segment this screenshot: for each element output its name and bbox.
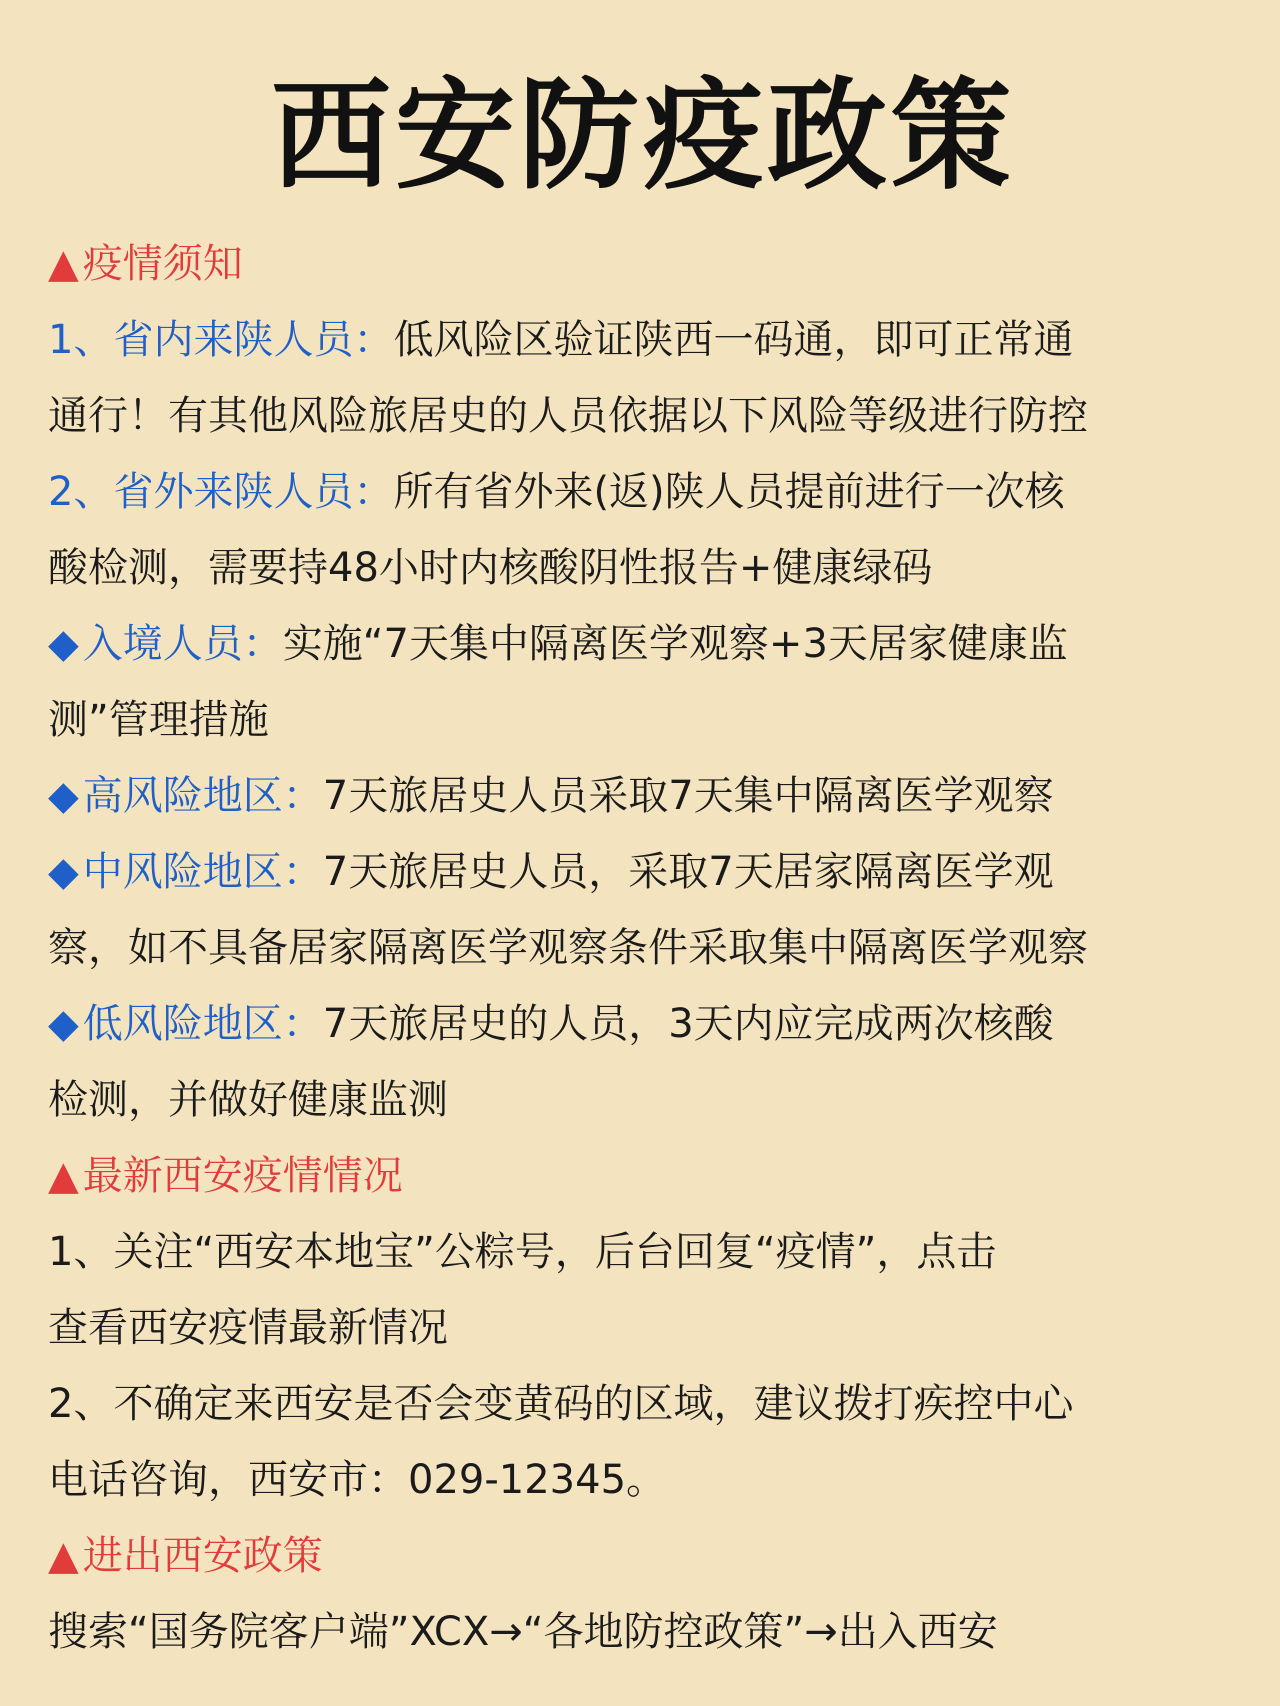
- list-item-in-province: [48, 302, 1238, 378]
- section-heading-text: 疫情须知: [82, 241, 243, 287]
- item-label: 2、省外来陕人员：: [48, 469, 394, 515]
- item-text: 所有省外来(返)陕人员提前进行一次核: [393, 469, 1065, 515]
- item-text: 酸检测，需要持48小时内核酸阴性报告+健康绿码: [48, 545, 933, 591]
- item-text: 7天旅居史人员，采取7天居家隔离医学观: [322, 849, 1054, 895]
- list-item-high-risk: [48, 758, 1238, 834]
- list-item-follow-account: [48, 1214, 1238, 1290]
- item-text: 低风险区验证陕西一码通，即可正常通: [393, 317, 1074, 363]
- section-heading-policy: [48, 1518, 1238, 1594]
- diamond-icon: ◆: [48, 1001, 79, 1047]
- section-heading-text: 进出西安政策: [82, 1533, 323, 1579]
- item-text: 实施“7天集中隔离医学观察+3天居家健康监: [282, 621, 1068, 667]
- item-text: 电话咨询，西安市：029-12345。: [48, 1457, 667, 1503]
- item-label: 高风险地区：: [82, 773, 323, 819]
- list-item-inbound: [48, 606, 1238, 682]
- item-text: 测”管理措施: [48, 697, 269, 743]
- item-text: 2、不确定来西安是否会变黄码的区域，建议拨打疾控中心: [48, 1381, 1074, 1427]
- list-item-continuation: [48, 1290, 1238, 1366]
- section-heading-notice: [48, 226, 1238, 302]
- list-item-continuation: [48, 1442, 1238, 1518]
- item-text: 7天旅居史的人员，3天内应完成两次核酸: [322, 1001, 1054, 1047]
- list-item-hotline: [48, 1366, 1238, 1442]
- item-text: 通行！有其他风险旅居史的人员依据以下风险等级进行防控: [48, 393, 1088, 439]
- item-label: 1、省内来陕人员：: [48, 317, 394, 363]
- list-item-continuation: [48, 682, 1238, 758]
- item-text: 检测，并做好健康监测: [48, 1077, 448, 1123]
- list-item-continuation: [48, 378, 1238, 454]
- list-item-medium-risk: [48, 834, 1238, 910]
- diamond-icon: ◆: [48, 773, 79, 819]
- list-item-continuation: [48, 530, 1238, 606]
- triangle-icon: ▲: [48, 1153, 79, 1199]
- list-item-low-risk: [48, 986, 1238, 1062]
- item-text: 察，如不具备居家隔离医学观察条件采取集中隔离医学观察: [48, 925, 1088, 971]
- page-title: 西安防疫政策: [271, 67, 1015, 206]
- list-item-search-path: [48, 1594, 1238, 1670]
- triangle-icon: ▲: [48, 241, 79, 287]
- item-label: 中风险地区：: [82, 849, 323, 895]
- document-content: [48, 226, 1238, 1670]
- list-item-continuation: [48, 910, 1238, 986]
- section-heading-latest: [48, 1138, 1238, 1214]
- item-text: 1、关注“西安本地宝”公粽号，后台回复“疫情”，点击: [48, 1229, 997, 1275]
- item-text: 搜索“国务院客户端”XCX→“各地防控政策”→出入西安: [48, 1609, 998, 1655]
- diamond-icon: ◆: [48, 849, 79, 895]
- list-item-out-province: [48, 454, 1238, 530]
- item-label: 低风险地区：: [82, 1001, 323, 1047]
- diamond-icon: ◆: [48, 621, 79, 667]
- triangle-icon: ▲: [48, 1533, 79, 1579]
- item-text: 查看西安疫情最新情况: [48, 1305, 448, 1351]
- section-heading-text: 最新西安疫情情况: [82, 1153, 403, 1199]
- list-item-continuation: [48, 1062, 1238, 1138]
- item-label: 入境人员：: [82, 621, 283, 667]
- item-text: 7天旅居史人员采取7天集中隔离医学观察: [322, 773, 1054, 819]
